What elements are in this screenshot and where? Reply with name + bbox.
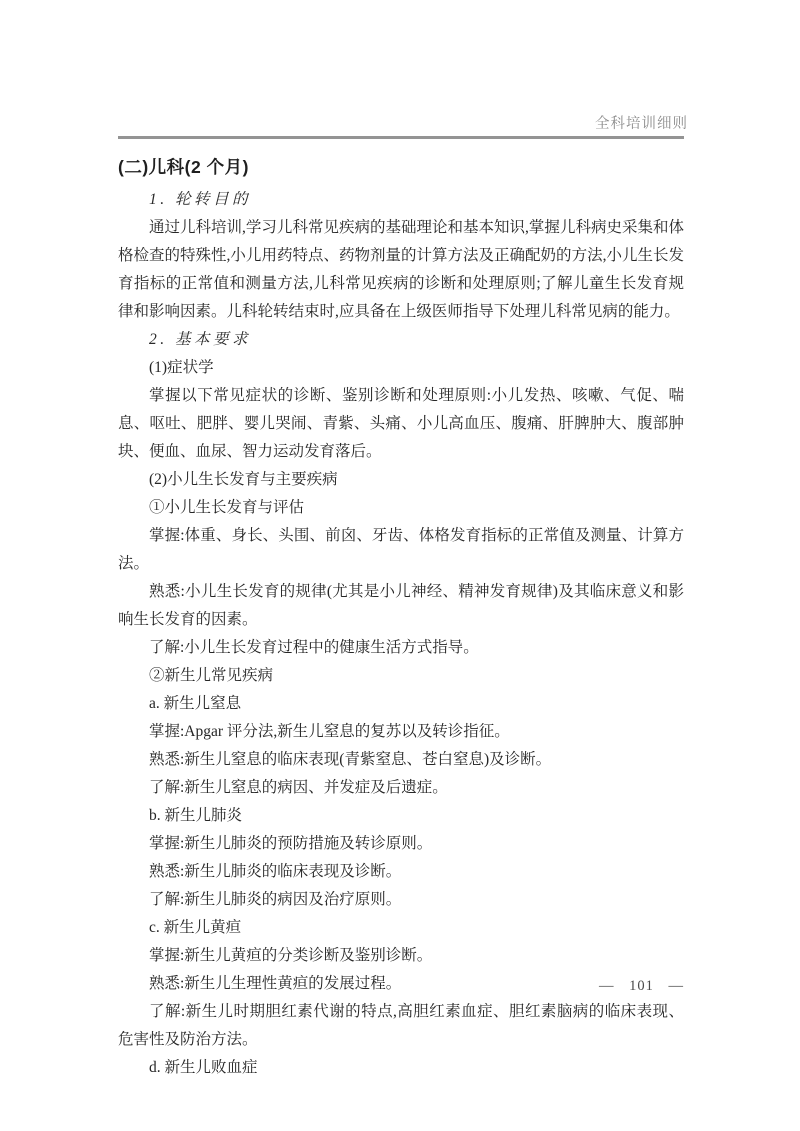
page-number: — 101 — (599, 978, 684, 994)
paragraph: 了解:新生儿窒息的病因、并发症及后遗症。 (149, 779, 448, 796)
paragraph: 熟悉:新生儿窒息的临床表现(青紫窒息、苍白窒息)及诊断。 (149, 751, 552, 768)
paragraph: b. 新生儿肺炎 (149, 807, 243, 824)
paragraph: 掌握以下常见症状的诊断、鉴别诊断和处理原则:小儿发热、咳嗽、气促、喘息、呕吐、肥胖、婴儿哭闹、青紫、头痛、小儿高血压、腹痛、肝脾肿大、腹部肿块、便血、血尿、智力运动发育落后。 (118, 387, 684, 460)
page-content (118, 146, 684, 1082)
paragraph: 熟悉:小儿生长发育的规律(尤其是小儿神经、精神发育规律)及其临床意义和影响生长发育的因素。 (118, 583, 684, 628)
subsection-heading-basic-requirements: 2. 基本要求 (149, 331, 252, 348)
paragraph: 熟悉:新生儿生理性黄疸的发展过程。 (149, 975, 402, 992)
paragraph: 通过儿科培训,学习儿科常见疾病的基础理论和基本知识,掌握儿科病史采集和体格检查的特殊性,小儿用药特点、药物剂量的计算方法及正确配奶的方法,小儿生长发育指标的正常值和测量方法,儿科常见疾病的诊断和处理原则;了解儿童生长发育规律和影响因素。儿科轮转结束时,应具备在上级医师指导下处理儿科常见病的能力。 (118, 219, 684, 320)
paragraph: 掌握:新生儿肺炎的预防措施及转诊原则。 (149, 835, 433, 852)
section-title: (二)儿科(2 个月) (118, 157, 249, 177)
subsection-heading-rotation-purpose: 1. 轮转目的 (149, 191, 252, 208)
paragraph: ②新生儿常见疾病 (149, 667, 274, 684)
paragraph: c. 新生儿黄疸 (149, 919, 242, 936)
paragraph: 掌握:Apgar 评分法,新生儿窒息的复苏以及转诊指征。 (149, 723, 510, 740)
paragraph: 掌握:新生儿黄疸的分类诊断及鉴别诊断。 (149, 947, 433, 964)
paragraph: (1)症状学 (149, 359, 214, 376)
paragraph: a. 新生儿窒息 (149, 695, 242, 712)
paragraph: 熟悉:新生儿肺炎的临床表现及诊断。 (149, 863, 402, 880)
paragraph: 掌握:体重、身长、头围、前囟、牙齿、体格发育指标的正常值及测量、计算方法。 (118, 527, 684, 572)
running-header: 全科培训细则 (595, 116, 688, 132)
paragraph: d. 新生儿败血症 (149, 1059, 258, 1076)
paragraph: 了解:小儿生长发育过程中的健康生活方式指导。 (149, 639, 479, 656)
paragraph: 了解:新生儿时期胆红素代谢的特点,高胆红素血症、胆红素脑病的临床表现、危害性及防治方法。 (118, 1003, 684, 1048)
header-rule (118, 136, 684, 139)
paragraph: 了解:新生儿肺炎的病因及治疗原则。 (149, 891, 402, 908)
paragraph: (2)小儿生长发育与主要疾病 (149, 471, 338, 488)
paragraph: ①小儿生长发育与评估 (149, 499, 305, 516)
